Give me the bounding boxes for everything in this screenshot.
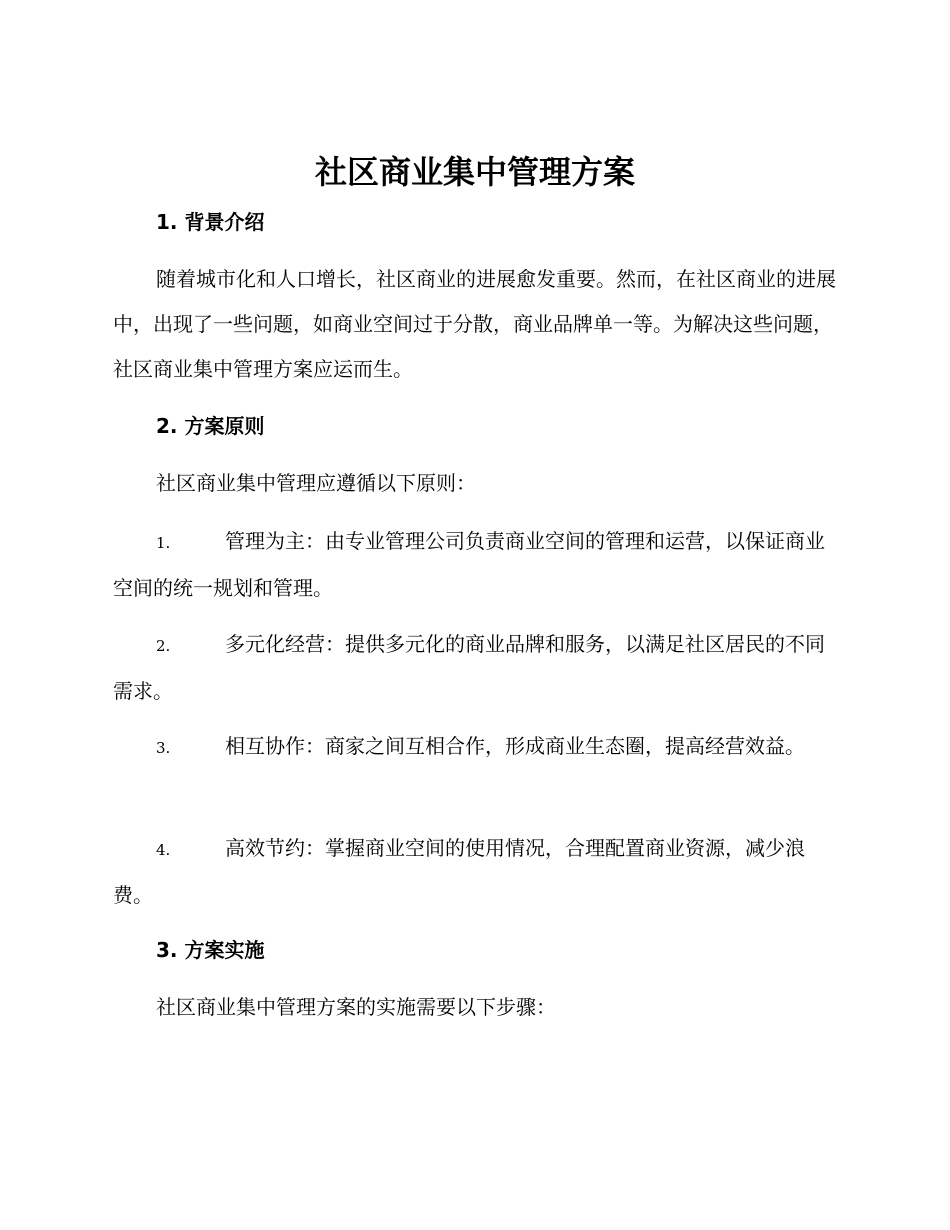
section-heading-implementation: 3. 方案实施 (156, 938, 265, 962)
principle-item-4 (113, 826, 838, 918)
document-title: 社区商业集中管理方案 (314, 153, 635, 191)
principle-item-3 (113, 724, 838, 771)
principles-intro: 社区商业集中管理应遵循以下原则： (156, 471, 476, 495)
list-text: 相互协作：商家之间互相合作，形成商业生态圈，提高经营效益。 (225, 734, 805, 758)
list-number: 4. (156, 841, 171, 859)
list-number: 1. (156, 534, 171, 552)
section-heading-principles: 2. 方案原则 (156, 414, 265, 438)
principle-item-1 (113, 519, 838, 611)
list-text: 高效节约：掌握商业空间的使用情况，合理配置商业资源，减少浪费。 (113, 836, 805, 907)
list-text: 管理为主：由专业管理公司负责商业空间的管理和运营，以保证商业空间的统一规划和管理。 (113, 529, 825, 600)
background-paragraph: 随着城市化和人口增长，社区商业的进展愈发重要。然而，在社区商业的进展中，出现了一些问题，如商业空间过于分散，商业品牌单一等。为解决这些问题，社区商业集中管理方案应运而生。 (113, 267, 836, 381)
list-number: 2. (156, 637, 171, 655)
list-text: 多元化经营：提供多元化的商业品牌和服务，以满足社区居民的不同需求。 (113, 632, 825, 703)
implementation-intro: 社区商业集中管理方案的实施需要以下步骤： (156, 995, 556, 1019)
principle-item-2 (113, 622, 838, 714)
list-number: 3. (156, 739, 171, 757)
section-heading-background: 1. 背景介绍 (156, 210, 265, 234)
